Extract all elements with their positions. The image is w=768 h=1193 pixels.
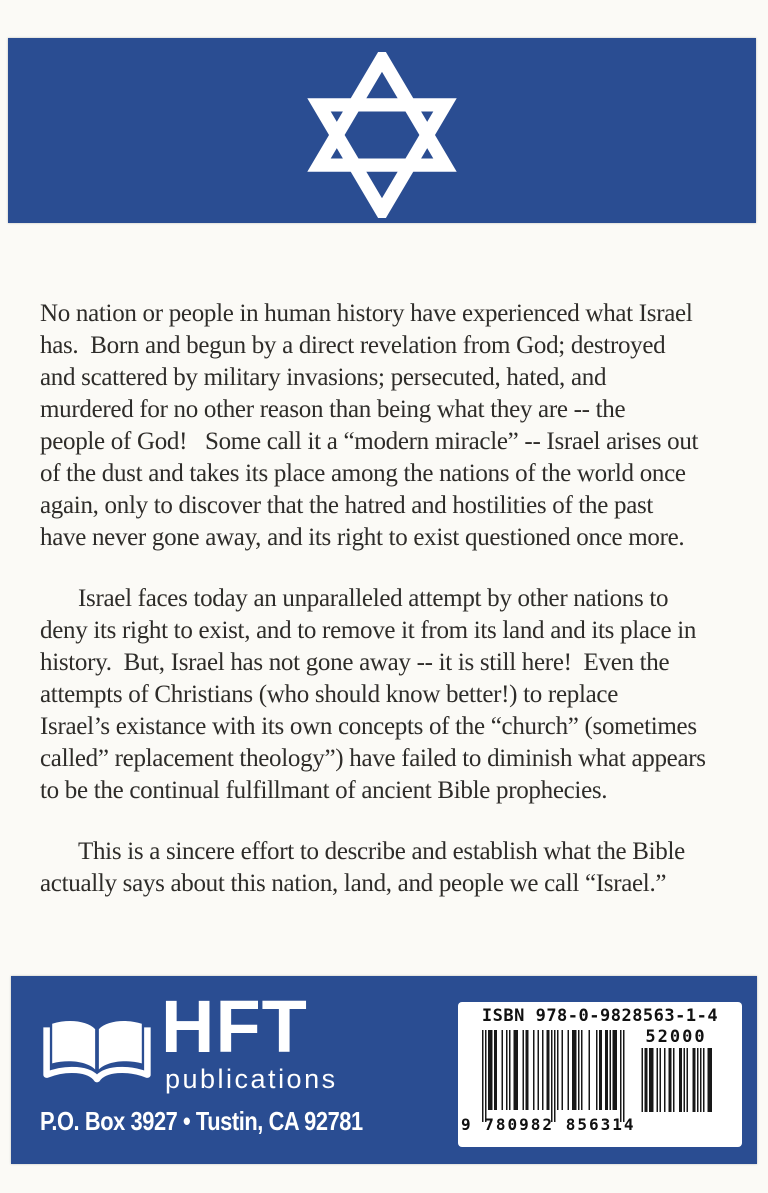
text-line: Israel’s existance with its own concepts of the “church” (sometimes xyxy=(40,713,697,740)
text-line: deny its right to exist, and to remove it from its land and its place in xyxy=(40,617,697,644)
barcode-box xyxy=(458,1002,742,1147)
text-line: called” replacement theology”) have failed to diminish what appears xyxy=(40,745,706,772)
text-line: to be the continual fulfillmant of ancient Bible prophecies. xyxy=(40,777,608,804)
text-line: murdered for no other reason than being what they are -- the xyxy=(40,396,626,423)
text-line: attempts of Christians (who should know better!) to replace xyxy=(40,681,618,708)
publisher-name: HFT xyxy=(161,985,308,1068)
paragraph xyxy=(40,583,746,807)
ean13-barcode xyxy=(482,1030,625,1122)
top-banner xyxy=(8,38,756,223)
text-line: No nation or people in human history have experienced what Israel xyxy=(40,300,693,327)
text-line: history. But, Israel has not gone away -- it is still here! Even the xyxy=(40,649,670,676)
text-line: This is a sincere effort to describe and establish what the Bible xyxy=(78,838,685,865)
text-line: Israel faces today an unparalleled attempt by other nations to xyxy=(78,585,669,612)
publisher-address: P.O. Box 3927 • Tustin, CA 92781 xyxy=(40,1106,363,1136)
body-text xyxy=(40,298,746,900)
text-line: actually says about this nation, land, and people we call “Israel.” xyxy=(40,870,667,897)
publisher-subtitle: publications xyxy=(165,1064,338,1094)
text-line: has. Born and begun by a direct revelation from God; destroyed xyxy=(40,332,666,359)
paragraph xyxy=(40,298,746,554)
bottom-banner xyxy=(11,976,757,1164)
text-line: again, only to discover that the hatred and hostilities of the past xyxy=(40,492,654,519)
supplement-number: 52000 xyxy=(645,1027,707,1047)
isbn-label: ISBN 978-0-9828563-1-4 xyxy=(481,1006,719,1026)
ean13-digits: 9 780982 856314 xyxy=(461,1115,636,1134)
text-line: people of God! Some call it a “modern miracle” -- Israel arises out xyxy=(40,428,699,455)
ean5-supplement-barcode xyxy=(640,1048,712,1112)
text-line: and scattered by military invasions; persecuted, hated, and xyxy=(40,364,607,391)
text-line: have never gone away, and its right to exist questioned once more. xyxy=(40,524,685,551)
text-line: of the dust and takes its place among the nations of the world once xyxy=(40,460,686,487)
open-book-icon xyxy=(41,1015,153,1103)
star-of-david-icon xyxy=(307,52,457,218)
paragraph xyxy=(40,836,746,900)
